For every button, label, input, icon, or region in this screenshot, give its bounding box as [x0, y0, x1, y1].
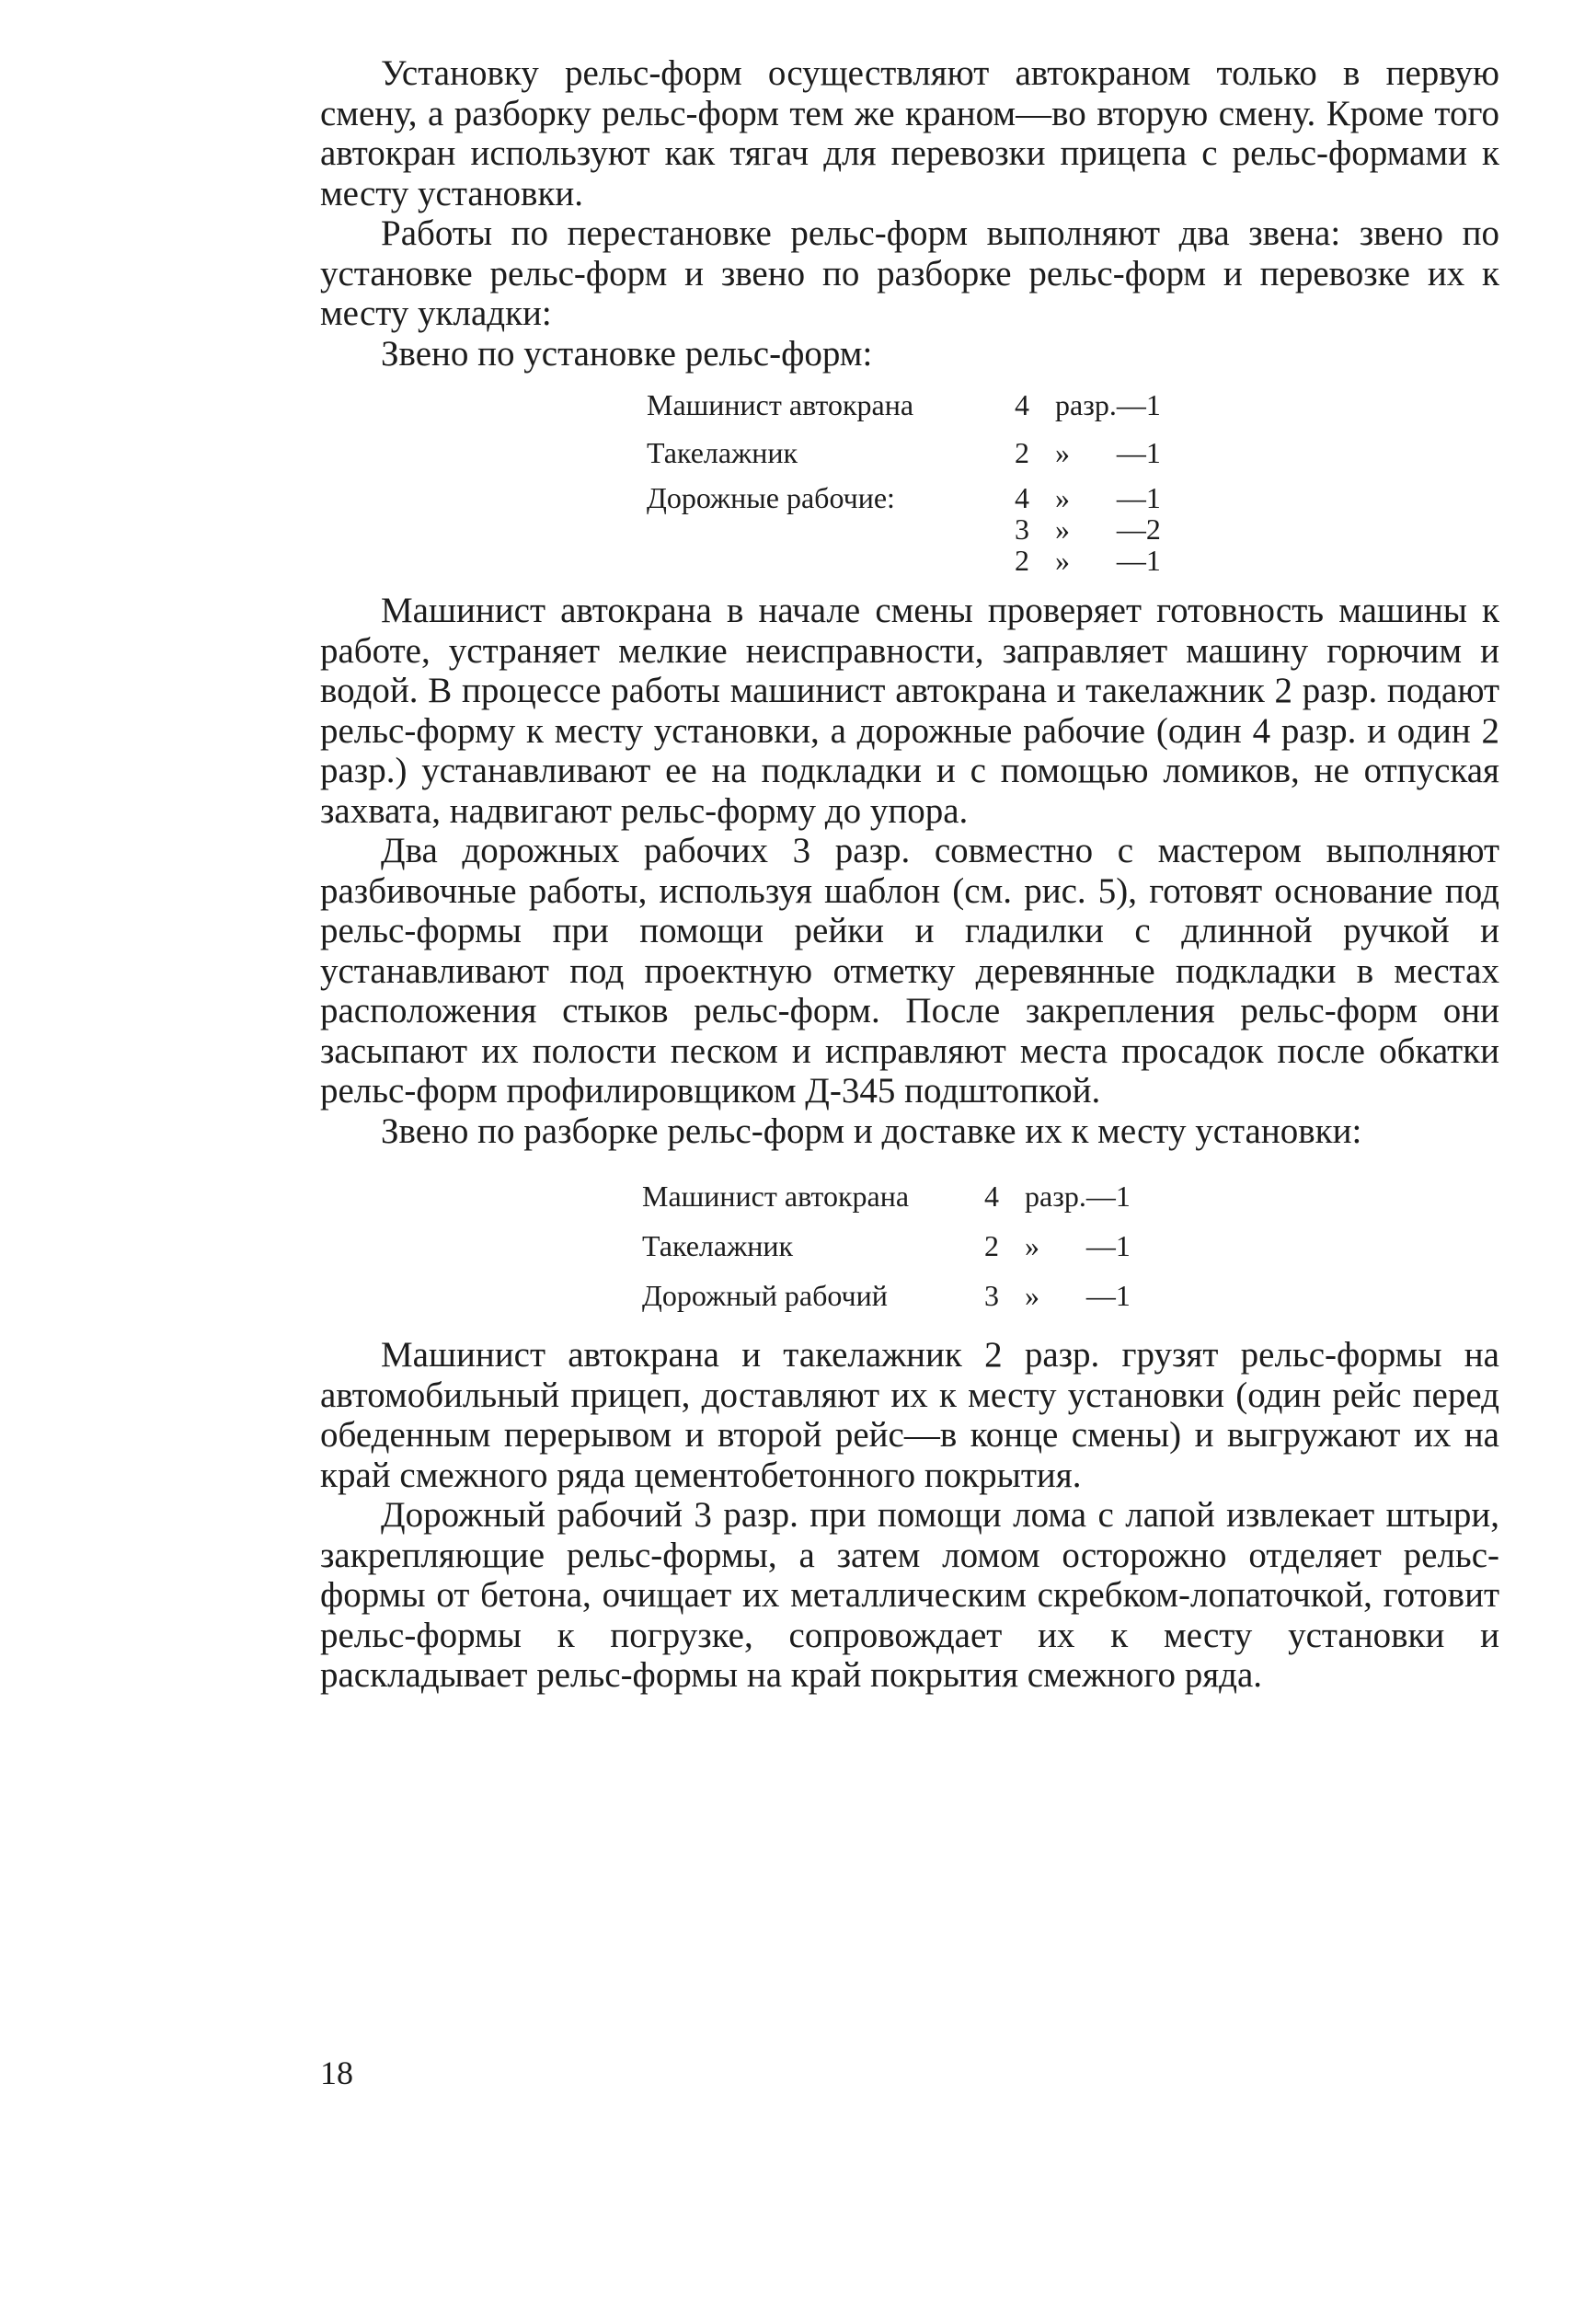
crew-grade: 3	[1015, 512, 1029, 546]
crew2-row	[642, 1171, 1151, 1221]
crew-role: Дорожный рабочий	[642, 1279, 888, 1312]
crew-grade: 2	[984, 1229, 999, 1262]
crew-grade: 2	[1015, 544, 1029, 577]
crew-role: Такелажник	[642, 1229, 793, 1262]
paragraph-two-crews: Работы по перестановке рельс-форм выполняют два звена: звено по установке рельс-форм и звено по разборке рельс-форм и перевозке их к месту укладки:	[320, 213, 1499, 333]
crew-role: Машинист автокрана	[647, 388, 914, 421]
crew-count: —1	[1116, 544, 1161, 577]
crew-unit: разр.	[1055, 388, 1117, 421]
paragraph-layout-works: Два дорожных рабочих 3 разр. совместно с мастером выполняют разбивочные работы, используя шаблон (см. рис. 5), готовят основание под рельс-формы при помощи рейки и гладилки с длинной ручкой и устанавливают под проектную отметку деревянные подкладки в местах расположения стыков рельс-форм. После закрепления рельс-форм они засыпают их полости песком и исправляют места просадок после обкатки рельс-форм профилировщиком Д-345 подштопкой.	[320, 831, 1499, 1111]
crew-grade: 4	[984, 1180, 999, 1213]
crew-grade: 4	[1015, 388, 1029, 421]
paragraph-loading: Машинист автокрана и такелажник 2 разр. грузят рельс-формы на автомобильный прицеп, доставляют их к месту установки (один рейс перед обеденным перерывом и второй рейс—в конце смены) и выгружают их на край смежного ряда цементобетонного покрытия.	[320, 1335, 1499, 1495]
paragraph-crew1-heading: Звено по установке рельс-форм:	[381, 333, 873, 374]
crew1-row	[647, 545, 1181, 576]
crew-unit: »	[1025, 1229, 1039, 1262]
crew1-row	[647, 471, 1181, 513]
crew1-row	[647, 513, 1181, 545]
crew-role: Машинист автокрана	[642, 1180, 910, 1213]
crew1-row	[647, 386, 1181, 423]
crew-unit: »	[1055, 544, 1070, 577]
crew-role: Такелажник	[647, 436, 798, 469]
paragraph-intro: Установку рельс-форм осуществляют автокраном только в первую смену, а разборку рельс-форм тем же краном—во вторую смену. Кроме того автокран используют как тягач для перевозки прицепа с рельс-формами к месту установки.	[320, 53, 1499, 213]
crew-unit: »	[1025, 1279, 1039, 1312]
crew-count: —1	[1085, 1229, 1131, 1262]
crew-count: —1	[1116, 481, 1161, 514]
crew2-row	[642, 1271, 1151, 1320]
crew-grade: 3	[984, 1279, 999, 1312]
crew-unit: »	[1055, 436, 1070, 469]
crew-role: Дорожные рабочие:	[647, 481, 895, 514]
crew2-table	[642, 1171, 1151, 1320]
crew-grade: 2	[1015, 436, 1029, 469]
page-body	[320, 53, 1499, 1696]
crew-count: —1	[1116, 436, 1161, 469]
crew1-table	[647, 386, 1181, 576]
paragraph-crew2-heading: Звено по разборке рельс-форм и доставке их к месту установки:	[381, 1111, 1362, 1151]
crew-grade: 4	[1015, 481, 1029, 514]
crew-unit: »	[1055, 481, 1070, 514]
paragraph-crane-operator: Машинист автокрана в начале смены проверяет готовность машины к работе, устраняет мелкие неисправности, заправляет машину горючим и водой. В процессе работы машинист автокрана и такелажник 2 разр. подают рельс-форму к месту установки, а дорожные рабочие (один 4 разр. и один 2 разр.) устанавливают ее на подкладки и с помощью ломиков, не отпуская захвата, надвигают рельс-форму до упора.	[320, 591, 1499, 831]
crew-count: —2	[1116, 512, 1161, 546]
crew-unit: »	[1055, 512, 1070, 546]
page-number: 18	[320, 2055, 353, 2091]
crew-count: —1	[1085, 1279, 1131, 1312]
crew-unit: разр.	[1025, 1180, 1086, 1213]
crew-count: —1	[1085, 1180, 1131, 1213]
crew-count: —1	[1116, 388, 1161, 421]
crew2-row	[642, 1221, 1151, 1271]
paragraph-dismantling: Дорожный рабочий 3 разр. при помощи лома с лапой извлекает штыри, закрепляющие рельс-формы, а затем ломом осторожно отделяет рельс-формы от бетона, очищает их металлическим скребком-лопаточкой, готовит рельс-формы к погрузке, сопровождает их к месту установки и раскладывает рельс-формы на край покрытия смежного ряда.	[320, 1495, 1499, 1695]
crew1-row	[647, 423, 1181, 471]
